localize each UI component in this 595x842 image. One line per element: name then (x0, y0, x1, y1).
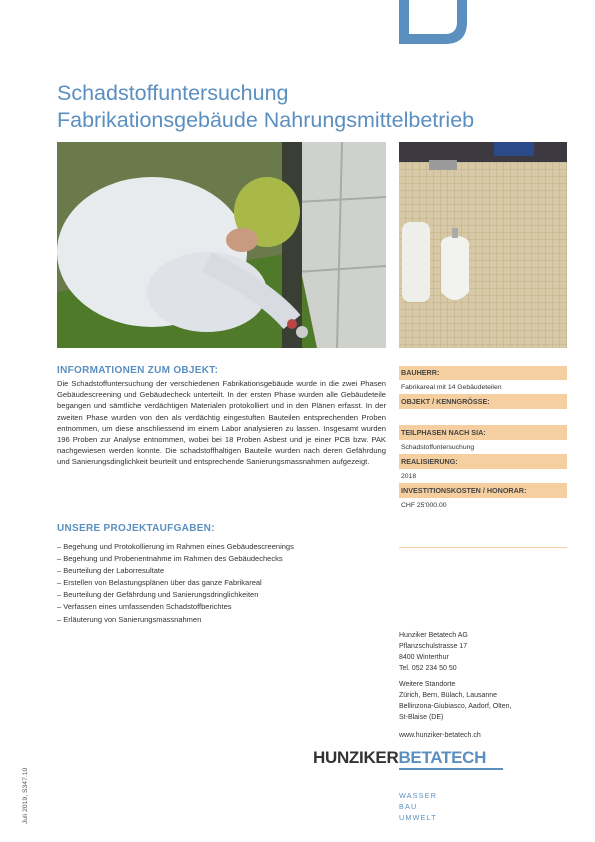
list-item: – Begehung und Protokollierung im Rahmen eines Gebäudescreenings (57, 542, 294, 551)
tagline-bau: BAU (399, 802, 418, 811)
info-heading: INFORMATIONEN ZUM OBJEKT: (57, 365, 219, 376)
photo-worker-sampling (57, 142, 386, 348)
kosten-label: INVESTITIONSKOSTEN / HONORAR: (399, 484, 567, 499)
kosten-value: CHF 25'000.00 (399, 499, 567, 513)
locations-line-3: St-Blaise (DE) (399, 714, 444, 721)
bauherr-value: Fabrikareal mit 14 Gebäudeteilen (399, 381, 567, 395)
locations-line-2: Bellinzona-Giubiasco, Aadorf, Olten, (399, 703, 512, 710)
facts-divider (399, 547, 567, 548)
brand-part-1: HUNZIKER (313, 748, 399, 767)
title-line-1: Schadstoffuntersuchung (57, 81, 289, 105)
company-name: Hunziker Betatech AG (399, 632, 468, 639)
list-item: – Begehung und Probenentnahme im Rahmen des Gebäudechecks (57, 554, 283, 564)
brand-logo-mark (399, 0, 467, 44)
teilphasen-label: TEILPHASEN NACH SIA: (399, 426, 567, 441)
locations-heading: Weitere Standorte (399, 681, 456, 688)
teilphasen-value: Schadstoffuntersuchung (399, 441, 567, 455)
tagline-umwelt: UMWELT (399, 813, 437, 822)
tasks-heading: UNSERE PROJEKTAUFGABEN: (57, 523, 215, 534)
company-phone: Tel. 052 234 50 50 (399, 665, 457, 672)
title-line-2: Fabrikationsgebäude Nahrungsmittelbetrieb (57, 108, 475, 132)
document-reference: Juli 2019, S347.10 (22, 767, 29, 824)
brand-wordmark (313, 748, 486, 770)
company-locations (399, 679, 511, 723)
company-city: 8400 Winterthur (399, 654, 449, 661)
list-item: – Beurteilung der Laborresultate (57, 566, 165, 576)
project-facts (399, 366, 567, 513)
brand-underline (399, 768, 503, 770)
list-item: – Erläuterung von Sanierungsmassnahmen (57, 614, 202, 624)
tagline-wasser: WASSER (399, 791, 438, 800)
list-item: – Verfassen eines umfassenden Schadstoffberichtes (57, 602, 232, 612)
brand-part-2: BETATECH (398, 748, 487, 767)
page-title (57, 80, 474, 134)
brand-tagline (399, 790, 437, 823)
company-address (399, 630, 468, 674)
company-street: Pflanzschulstrasse 17 (399, 643, 468, 650)
photo-washroom-urinal (399, 142, 567, 348)
locations-line-1: Zürich, Bern, Bülach, Lausanne (399, 692, 498, 699)
task-list (57, 541, 387, 626)
objekt-label: OBJEKT / KENNGRÖSSE: (399, 395, 567, 410)
realisierung-value: 2018 (399, 470, 567, 484)
list-item: – Beurteilung der Gefährdung und Sanierungsdringlichkeiten (57, 590, 259, 600)
company-website[interactable]: www.hunziker-betatech.ch (399, 732, 481, 739)
objekt-value (399, 410, 567, 426)
info-text: Die Schadstoffuntersuchung der verschiedenen Fabrikationsgebäude wurde in die zwei Phasen Gebäudescreening und Gebäudecheck unterteilt. In der ersten Phase wurden alle Gebäudeteile begangen und sämtliche verdächtigen Materialen protokolliert und in den Plänen erfasst. In der zweiten Phase wurden von den als verdächtig eingestuften Bauteilen entsprechenden Proben entnommen, um diese anschliessend im einem Labor analysieren zu lassen. Insgesamt wurden 196 Proben zur Analyse entnommen, wobei bei 18 Proben Asbest und je einer PCB bzw. PAK nachgewiesen werden konnte. Die schadstoffhaltigen Bauteile wurden nach deren Gefährdung und Sanierungsdinglichkeit beurteilt und entsprechende Sanierungsmassnahmen aufgezeigt. (57, 379, 386, 467)
list-item: – Erstellen von Belastungsplänen über das ganze Fabrikareal (57, 578, 262, 588)
bauherr-label: BAUHERR: (399, 366, 567, 381)
realisierung-label: REALISIERUNG: (399, 455, 567, 470)
